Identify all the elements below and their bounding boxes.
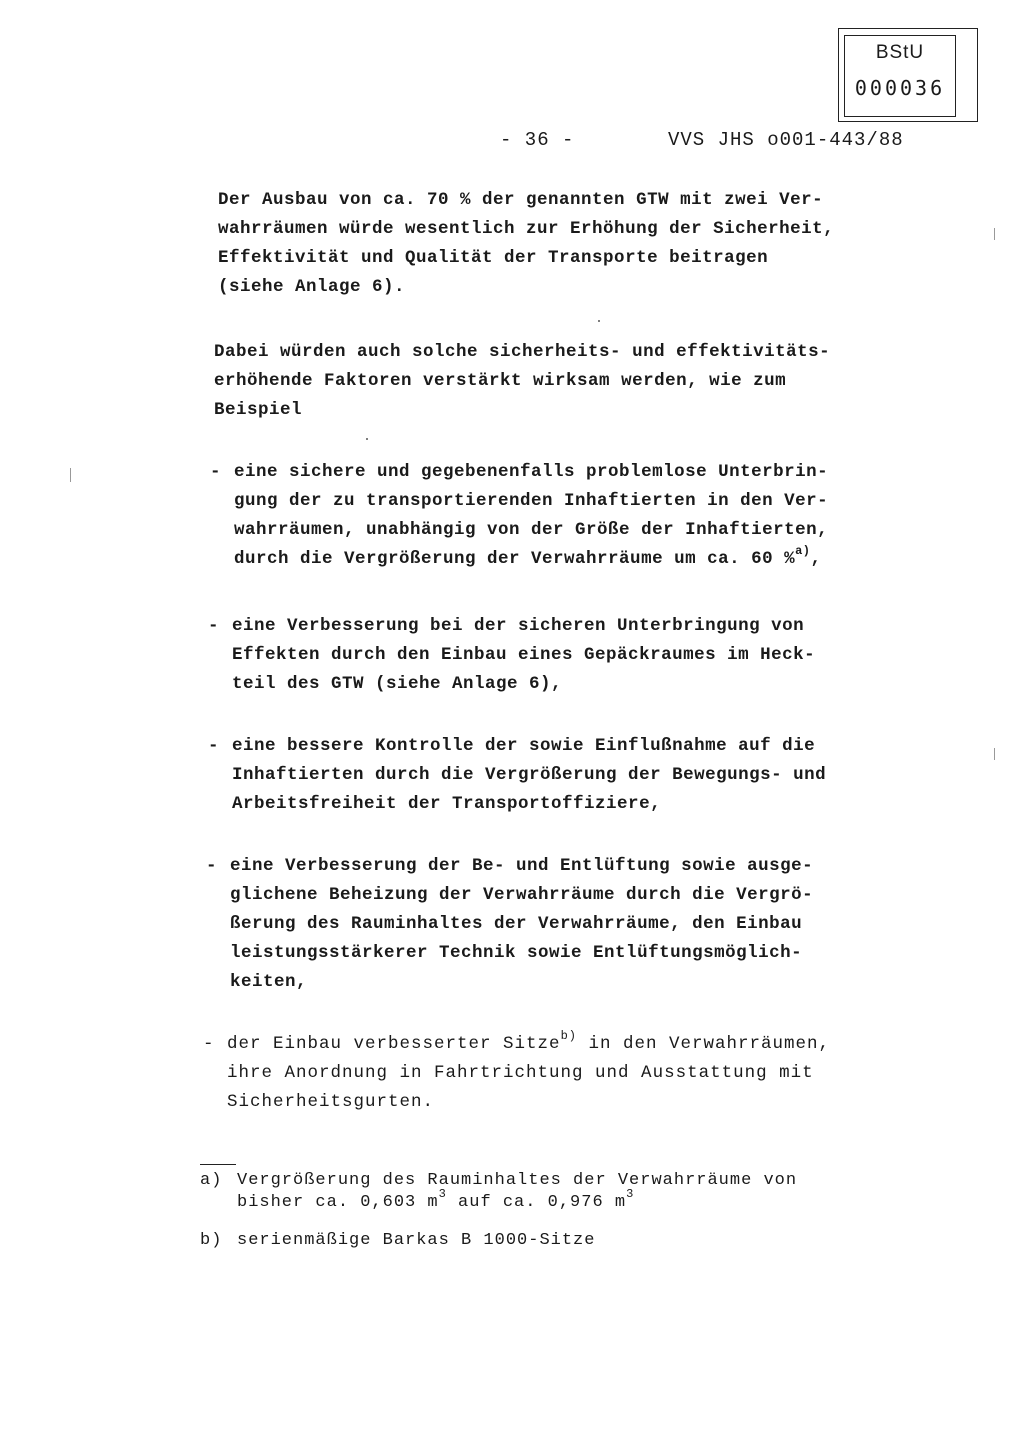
footnote-line [237,1187,897,1214]
footnote-a [200,1170,900,1214]
list-dash: - [206,856,218,876]
list-item-line: Inhaftierten durch die Vergrößerung der Bewegungs- und [232,765,827,785]
list-item-line: eine bessere Kontrolle der sowie Einflußnahme auf die [232,736,816,756]
footnote-line: serienmäßige Barkas B 1000-Sitze [237,1231,596,1250]
paragraph-line: erhöhende Faktoren verstärkt wirksam werden, wie zum [214,371,787,391]
footnote-text: auf ca. 0,976 m [446,1193,627,1212]
superscript-three: 3 [438,1187,447,1201]
footnote-ref-b: b) [560,1029,577,1043]
paragraph-line: Beispiel [214,400,303,420]
document-reference: VVS JHS o001-443/88 [668,129,904,151]
list-item-line: Sicherheitsgurten. [227,1092,435,1112]
scan-edge-mark [994,748,995,760]
scan-speck [598,320,600,322]
paragraph-line: Effektivität und Qualität der Transporte beitragen [218,248,769,268]
list-dash: - [208,736,220,756]
footnote-separator [200,1164,236,1165]
scan-edge-mark [994,228,995,240]
list-item-line: glichene Beheizung der Verwahrräume durch die Vergrö- [230,885,814,905]
footnote-b [200,1230,900,1252]
list-item-line: eine Verbesserung bei der sicheren Unterbringung von [232,616,805,636]
superscript-three: 3 [626,1187,635,1201]
paragraph-line: Der Ausbau von ca. 70 % der genannten GTW mit zwei Ver- [218,190,824,210]
stamp-agency: BStU [875,42,925,63]
stamp-number: 000036 [854,76,946,100]
list-item-line: teil des GTW (siehe Anlage 6), [232,674,563,694]
footnote-ref-a: a) [795,544,811,558]
list-item-line: gung der zu transportierenden Inhaftierten in den Ver- [234,491,829,511]
list-item-text: in den Verwahrräumen, [576,1034,831,1054]
list-item-line: ßerung des Rauminhaltes der Verwahrräume, den Einbau [230,914,803,934]
paragraph-line: wahrräumen würde wesentlich zur Erhöhung der Sicherheit, [218,219,835,239]
stamp-inner-frame [844,35,956,117]
page-number: - 36 - [500,129,575,151]
list-item-line: Arbeitsfreiheit der Transportoffiziere, [232,794,662,814]
footnote-text: bisher ca. 0,603 m [237,1193,439,1212]
footnote-marker: b) [200,1231,223,1250]
list-item-line: leistungsstärkerer Technik sowie Entlüftungsmöglich- [230,943,803,963]
paragraph-1 [218,186,918,302]
list-item-line: Effekten durch den Einbau eines Gepäckraumes im Heck- [232,645,816,665]
list-dash: - [210,462,222,482]
paragraph-2 [214,338,914,425]
list-item-text: durch die Vergrößerung der Verwahrräume um ca. 60 % [234,549,796,569]
list-item-line: eine sichere und gegebenenfalls problemlose Unterbrin- [234,462,829,482]
footnote-line: Vergrößerung des Rauminhaltes der Verwahrräume von [237,1171,798,1190]
footnote-marker: a) [200,1171,223,1190]
scan-speck [366,438,368,440]
paragraph-line: Dabei würden auch solche sicherheits- und effektivitäts- [214,342,831,362]
list-item-trailing: , [810,549,822,569]
list-item-text: der Einbau verbesserter Sitze [227,1034,561,1054]
list-item-line: keiten, [230,972,308,992]
list-dash: - [208,616,220,636]
list-item-line: eine Verbesserung der Be- und Entlüftung sowie ausge- [230,856,814,876]
archive-stamp [838,28,978,122]
list-dash: - [203,1034,215,1054]
paragraph-line: (siehe Anlage 6). [218,277,406,297]
list-item-line [234,545,924,574]
list-item-line: wahrräumen, unabhängig von der Größe der Inhaftierten, [234,520,829,540]
scan-edge-mark [70,468,71,482]
list-item-line [227,1030,917,1059]
list-item-line: ihre Anordnung in Fahrtrichtung und Ausstattung mit [227,1063,814,1083]
